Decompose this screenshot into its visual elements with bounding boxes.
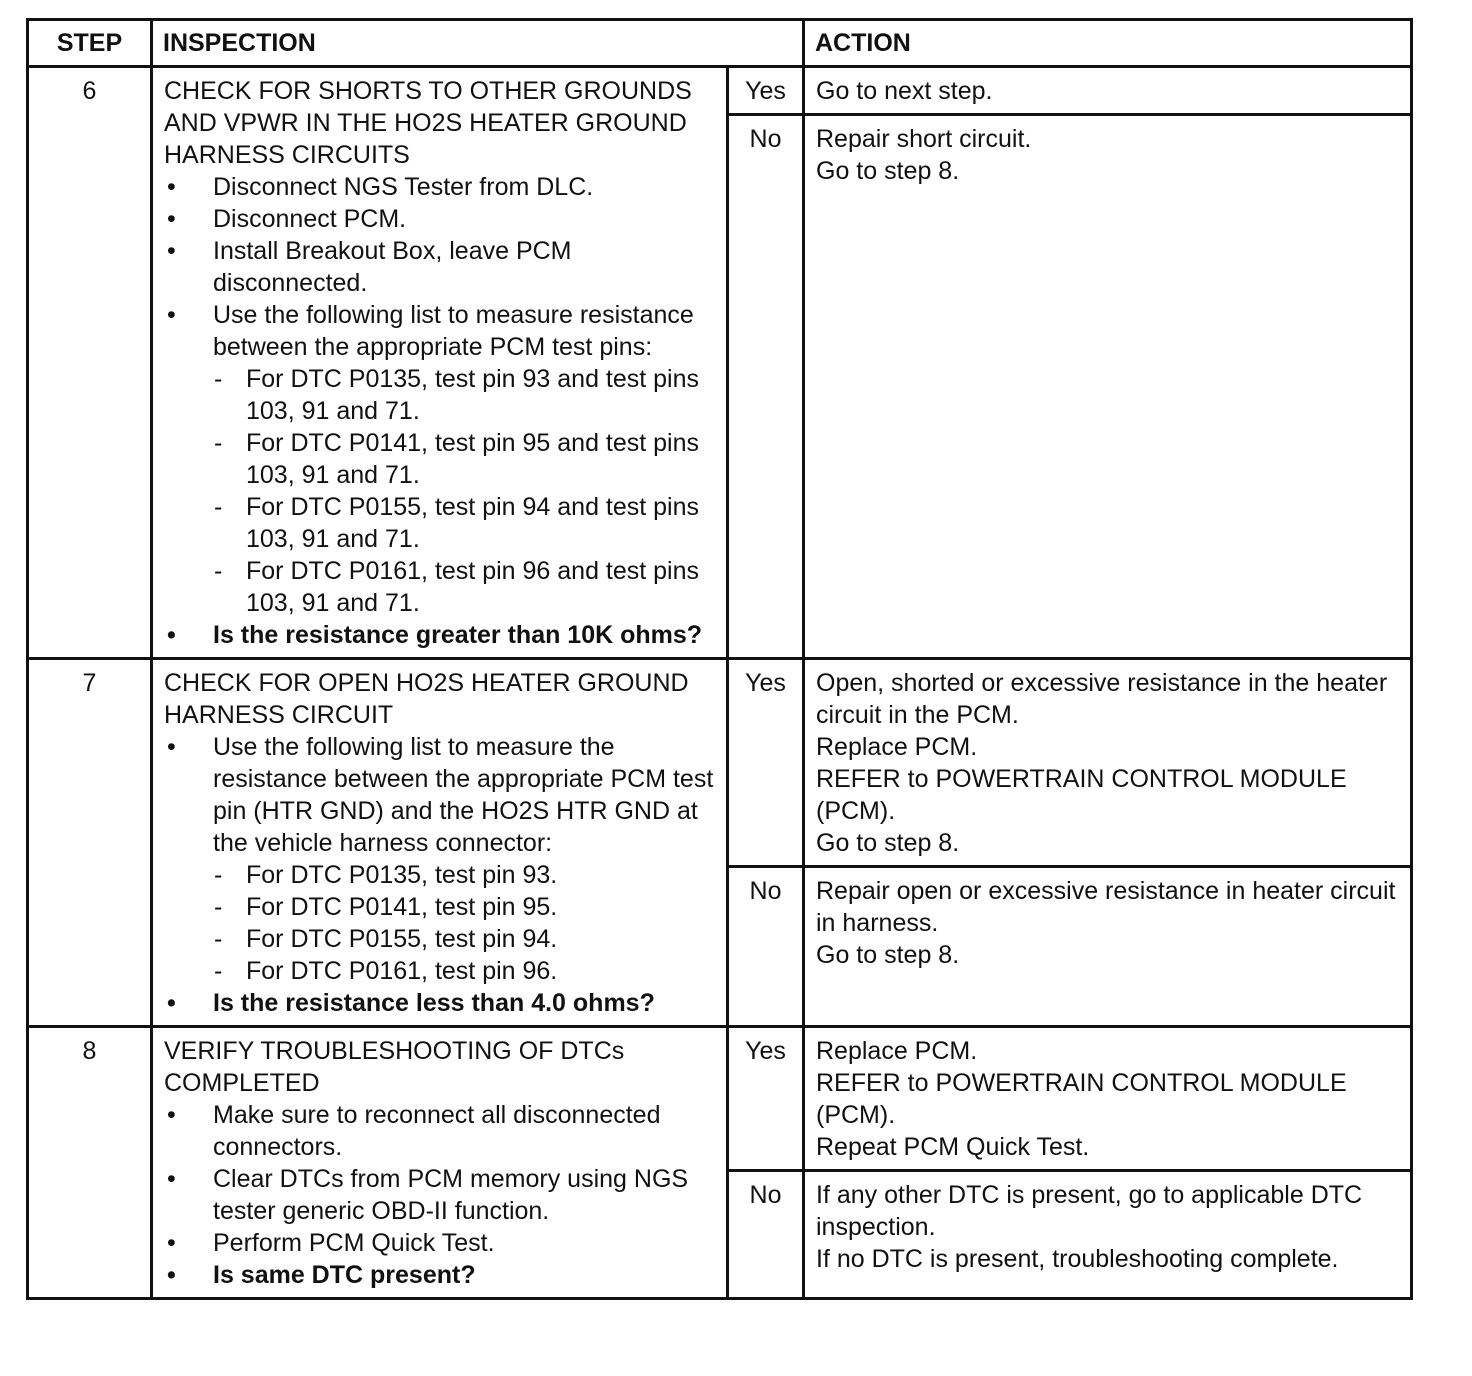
action-line: Replace PCM.	[816, 1037, 978, 1065]
inspection-cell	[152, 1027, 728, 1299]
yes-action	[804, 67, 1412, 115]
no-label: No	[728, 115, 804, 659]
no-label: No	[728, 1171, 804, 1299]
diagnostic-table	[26, 18, 1413, 1300]
action-line: If no DTC is present, troubleshooting complete.	[816, 1245, 1339, 1273]
inspection-bullet: • Disconnect PCM.	[164, 203, 716, 235]
inspection-title: VERIFY TROUBLESHOOTING OF DTCs COMPLETED	[164, 1037, 625, 1097]
action-line: REFER to POWERTRAIN CONTROL MODULE (PCM).	[816, 1069, 1347, 1129]
action-line: Replace PCM.	[816, 733, 978, 761]
action-line: Open, shorted or excessive resistance in the heater circuit in the PCM.	[816, 669, 1388, 729]
inspection-bullet: • Use the following list to measure the resistance between the appropriate PCM test pin (HTR GND) and the HO2S HTR GND at the vehicle harness connector:	[164, 731, 716, 859]
inspection-subitem: - For DTC P0141, test pin 95.	[213, 891, 716, 923]
inspection-title: CHECK FOR SHORTS TO OTHER GROUNDS AND VPWR IN THE HO2S HEATER GROUND HARNESS CIRCUITS	[164, 77, 692, 169]
inspection-bullet: • Use the following list to measure resistance between the appropriate PCM test pins:	[164, 299, 716, 363]
inspection-bullet: • Make sure to reconnect all disconnected connectors.	[164, 1099, 716, 1163]
action-line: REFER to POWERTRAIN CONTROL MODULE (PCM).	[816, 765, 1347, 825]
step-number: 6	[28, 67, 152, 659]
no-label: No	[728, 867, 804, 1027]
inspection-subitem: - For DTC P0161, test pin 96.	[213, 955, 716, 987]
inspection-subitem: - For DTC P0135, test pin 93.	[213, 859, 716, 891]
no-action	[804, 1171, 1412, 1299]
inspection-subitem: - For DTC P0155, test pin 94.	[213, 923, 716, 955]
yes-label: Yes	[728, 1027, 804, 1171]
inspection-question: • Is the resistance less than 4.0 ohms?	[164, 987, 716, 1019]
inspection-question: • Is the resistance greater than 10K ohms?	[164, 619, 716, 651]
action-line: Repeat PCM Quick Test.	[816, 1133, 1090, 1161]
inspection-bullet: • Perform PCM Quick Test.	[164, 1227, 716, 1259]
header-row	[28, 20, 1412, 67]
step-7-yes-row	[28, 659, 1412, 867]
step-6-yes-row	[28, 67, 1412, 115]
action-line: Go to step 8.	[816, 941, 960, 969]
inspection-bullet: • Disconnect NGS Tester from DLC.	[164, 171, 716, 203]
inspection-subitem: - For DTC P0135, test pin 93 and test pins 103, 91 and 71.	[213, 363, 716, 427]
inspection-cell	[152, 659, 728, 1027]
header-inspection: INSPECTION	[152, 20, 804, 67]
action-line: Go to next step.	[816, 77, 993, 105]
header-step: STEP	[28, 20, 152, 67]
inspection-subitem: - For DTC P0141, test pin 95 and test pins 103, 91 and 71.	[213, 427, 716, 491]
inspection-question: • Is same DTC present?	[164, 1259, 716, 1291]
step-8-yes-row	[28, 1027, 1412, 1171]
inspection-cell	[152, 67, 728, 659]
diagnostic-table-page	[26, 18, 1410, 1300]
no-action	[804, 115, 1412, 659]
inspection-subitem: - For DTC P0161, test pin 96 and test pins 103, 91 and 71.	[213, 555, 716, 619]
header-action: ACTION	[804, 20, 1412, 67]
action-line: Repair short circuit.	[816, 125, 1032, 153]
step-number: 8	[28, 1027, 152, 1299]
yes-label: Yes	[728, 659, 804, 867]
inspection-subitem: - For DTC P0155, test pin 94 and test pins 103, 91 and 71.	[213, 491, 716, 555]
step-number: 7	[28, 659, 152, 1027]
action-line: Go to step 8.	[816, 829, 960, 857]
yes-label: Yes	[728, 67, 804, 115]
inspection-bullet: • Clear DTCs from PCM memory using NGS tester generic OBD-II function.	[164, 1163, 716, 1227]
inspection-bullet: • Install Breakout Box, leave PCM disconnected.	[164, 235, 716, 299]
action-line: Go to step 8.	[816, 157, 960, 185]
no-action	[804, 867, 1412, 1027]
action-line: Repair open or excessive resistance in heater circuit in harness.	[816, 877, 1396, 937]
yes-action	[804, 1027, 1412, 1171]
inspection-title: CHECK FOR OPEN HO2S HEATER GROUND HARNESS CIRCUIT	[164, 669, 689, 729]
yes-action	[804, 659, 1412, 867]
action-line: If any other DTC is present, go to applicable DTC inspection.	[816, 1181, 1363, 1241]
